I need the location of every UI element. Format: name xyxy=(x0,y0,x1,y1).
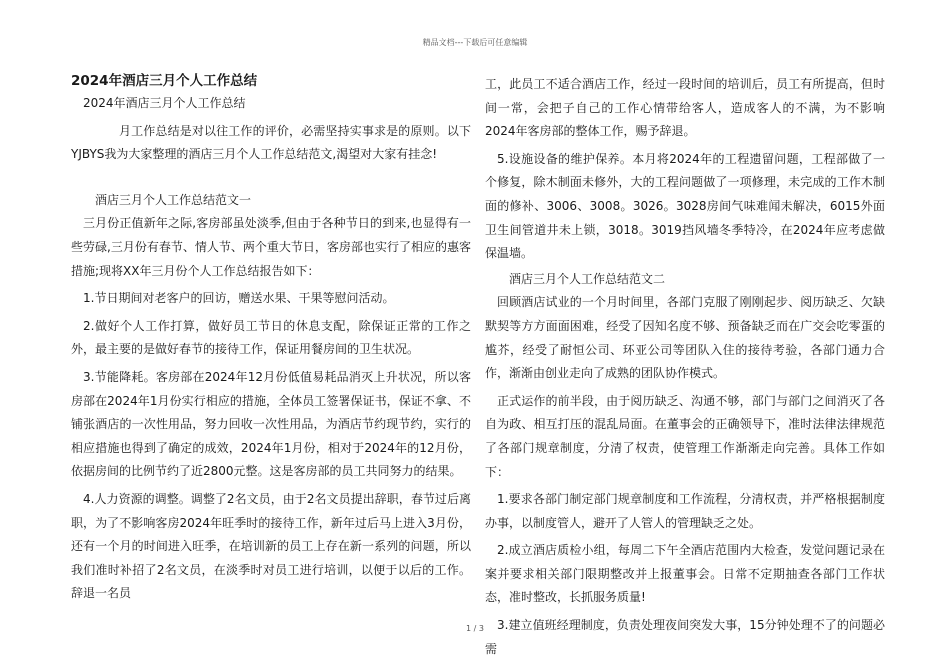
list-item-6: 1.要求各部门制定部门规章制度和工作流程，分清权责，并严格根据制度办事，以制度管人，避开了人管人的管理缺乏之处。 xyxy=(485,492,885,530)
header-note: 精品文档---下载后可任意编辑 xyxy=(422,38,528,47)
list-item-3: 3.节能降耗。客房部在2024年12月份低值易耗品消灭上升状况，所以客房部在2024年1月份实行相应的措施，全体员工签署保证书，保证不拿、不铺张酒店的一次性用品，努力回收一次性用品，为酒店节约现节约，实行的相应措施也得到了确定的成效，2024年1月份，相对于2024年的12月份，依据房间的比例节约了近2800元整。这是客房部的员工共同努力的结果。 xyxy=(71,369,471,479)
subtitle-paragraph: 2024年酒店三月个人工作总结 xyxy=(83,96,246,110)
body-paragraph: 正式运作的前半段，由于阅历缺乏、沟通不够，部门与部门之间消灭了各自为政、相互打压的混乱局面。在董事会的正确领导下，准时法律法律规范了各部门规章制度，分清了权责，使管理工作渐渐走向完善。具体工作如下： xyxy=(485,393,885,479)
section-heading-1: 酒店三月个人工作总结范文一 xyxy=(95,192,252,207)
list-item-1: 1.节日期间对老客户的回访，赠送水果、干果等慰问活动。 xyxy=(83,291,395,306)
body-paragraph: 三月份正值新年之际,客房部虽处淡季,但由于各种节日的到来,也显得有一些劳碌,三月份有春节、情人节、两个重大节日，客房部也实行了相应的惠客措施;现将XX年三月份个人工作总结报告如下： xyxy=(71,216,471,278)
intro-paragraph: 月工作总结是对以往工作的评价，必需坚持实事求是的原则。以下YJBYS我为大家整理的酒店三月个人工作总结范文,渴望对大家有挂念! xyxy=(71,123,471,162)
list-item-8: 3.建立值班经理制度，负责处理夜间突发大事，15分钟处理不了的问题必需 xyxy=(485,618,885,656)
list-item-7: 2.成立酒店质检小组，每周二下午全酒店范围内大检查，发觉问题记录在案并要求相关部门限期整改并上报董事会。日常不定期抽查各部门工作状态，准时整改，长抓服务质量! xyxy=(485,543,885,605)
list-item-2: 2.做好个人工作打算，做好员工节日的休息支配，除保证正常的工作之外，最主要的是做好春节的接待工作，保证用餐房间的卫生状况。 xyxy=(71,318,471,357)
left-column xyxy=(71,70,471,606)
page-number: 1 / 3 xyxy=(466,624,484,633)
document-title: 2024年酒店三月个人工作总结 xyxy=(71,73,258,89)
list-item-4: 4.人力资源的调整。调整了2名文员，由于2名文员提出辞职，春节过后离职，为了不影响客房2024年旺季时的接待工作，新年过后马上进入3月份，还有一个月的时间进入旺季，在培训新的员工上存在新一系列的问题，所以我们准时补招了2名文员，在淡季时对员工进行培训，以便于以后的工作。辞退一名员 xyxy=(71,491,471,601)
section-heading-2: 酒店三月个人工作总结范文二 xyxy=(509,271,666,286)
right-column xyxy=(485,73,885,661)
continued-paragraph: 工，此员工不适合酒店工作，经过一段时间的培训后，员工有所提高，但时间一常，会把子自己的工作心情带给客人，造成客人的不满，为不影响2024年客房部的整体工作，赐予辞退。 xyxy=(485,77,885,139)
list-item-5: 5.设施设备的维护保养。本月将2024年的工程遗留问题，工程部做了一个修复，除木制面未修外，大的工程问题做了一项修理，未完成的工作木制面的修补、3006、3008。3026。3028房间气味难闻未解决，6015外面卫生间管道井未上锁，3018。3019挡风墙冬季特冷，在2024年应考虑做保温墙。 xyxy=(485,151,885,261)
body-paragraph: 回顾酒店试业的一个月时间里，各部门克服了刚刚起步、阅历缺乏、欠缺默契等方方面面困难，经受了因知名度不够、预备缺乏而在广交会吃零蛋的尴芥，经受了耐恒公司、环亚公司等团队入住的接待考验，各部门通力合作，渐渐由创业走向了成熟的团队协作模式。 xyxy=(485,295,885,381)
